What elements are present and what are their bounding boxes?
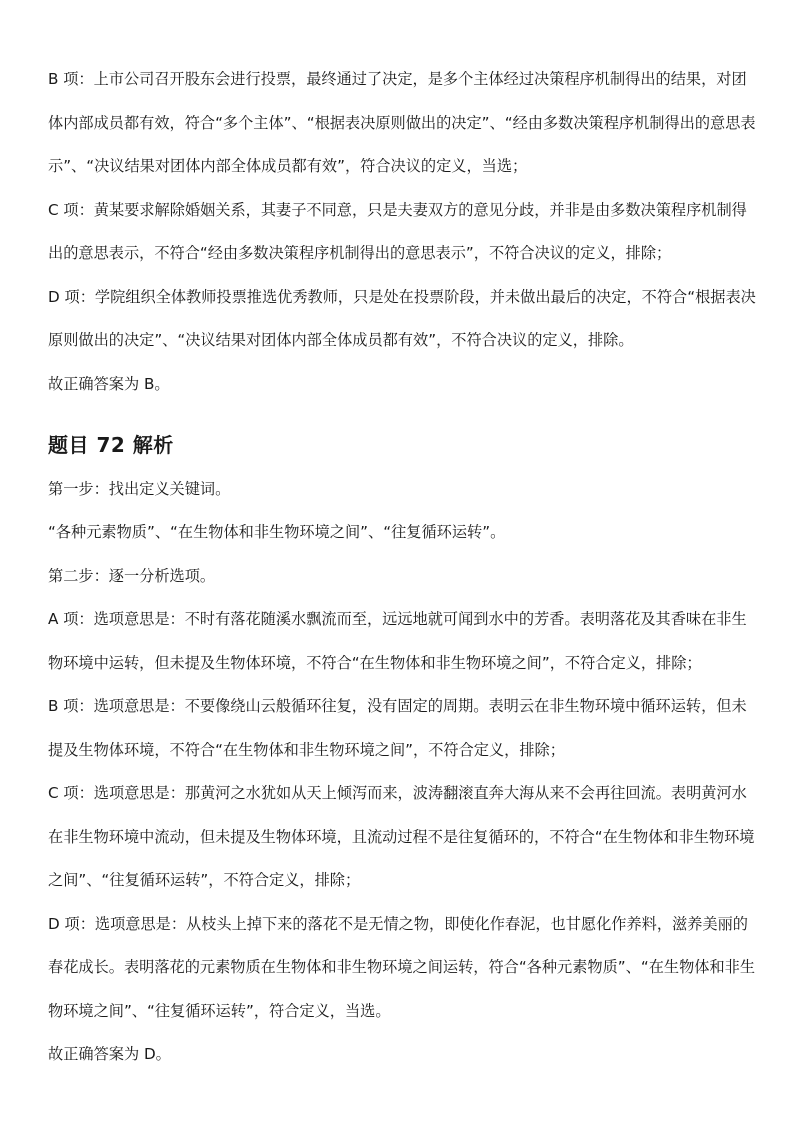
paragraph-option-c-2: C 项：选项意思是：那黄河之水犹如从天上倾泻而来，波涛翻滚直奔大海从来不会再往回流。表明黄河水在非生物环境中流动，但未提及生物体环境，且流动过程不是往复循环的，不符合“在生物体和非生物环境之间”、“往复循环运转”，不符合定义，排除； bbox=[48, 784, 755, 889]
paragraph-option-b: B 项：上市公司召开股东会进行投票，最终通过了决定，是多个主体经过决策程序机制得出的结果，对团体内部成员都有效，符合“多个主体”、“根据表决原则做出的决定”、“经由多数决策程序机制得出的意思表示”、“决议结果对团体内部全体成员都有效”，符合决议的定义，当选； bbox=[48, 70, 756, 175]
paragraph-answer-2: 故正确答案为 D。 bbox=[48, 1045, 171, 1063]
paragraph-option-d-2: D 项：选项意思是：从枝头上掉下来的落花不是无情之物，即使化作春泥，也甘愿化作养料，滋养美丽的春花成长。表明落花的元素物质在生物体和非生物环境之间运转，符合“各种元素物质”、“在生物体和非生物环境之间”、“往复循环运转”，符合定义，当选。 bbox=[48, 914, 756, 1020]
paragraph-answer: 故正确答案为 B。 bbox=[48, 374, 170, 393]
paragraph-keywords: “各种元素物质”、“在生物体和非生物环境之间”、“往复循环运转”。 bbox=[48, 523, 506, 541]
section-gap bbox=[48, 406, 756, 424]
section-heading: 题目 72 解析 bbox=[48, 433, 174, 457]
paragraph-option-b-2: B 项：选项意思是：不要像绕山云般循环往复，没有固定的周期。表明云在非生物环境中循环运转，但未提及生物体环境，不符合“在生物体和非生物环境之间”，不符合定义，排除； bbox=[48, 697, 747, 759]
paragraph-step-two: 第二步：逐一分析选项。 bbox=[48, 566, 216, 585]
paragraph-option-d: D 项：学院组织全体教师投票推选优秀教师，只是处在投票阶段，并未做出最后的决定，不符合“根据表决原则做出的决定”、“决议结果对团体内部全体成员都有效”，不符合决议的定义，排除。 bbox=[48, 287, 756, 349]
paragraph-option-a: A 项：选项意思是：不时有落花随溪水飘流而至，远远地就可闻到水中的芳香。表明落花及其香味在非生物环境中运转，但未提及生物体环境，不符合“在生物体和非生物环境之间”，不符合定义，排除； bbox=[48, 610, 747, 672]
paragraph-option-c: C 项：黄某要求解除婚姻关系，其妻子不同意，只是夫妻双方的意见分歧，并非是由多数决策程序机制得出的意思表示，不符合“经由多数决策程序机制得出的意思表示”，不符合决议的定义，排除； bbox=[48, 200, 747, 262]
paragraph-step-one: 第一步：找出定义关键词。 bbox=[48, 479, 231, 498]
